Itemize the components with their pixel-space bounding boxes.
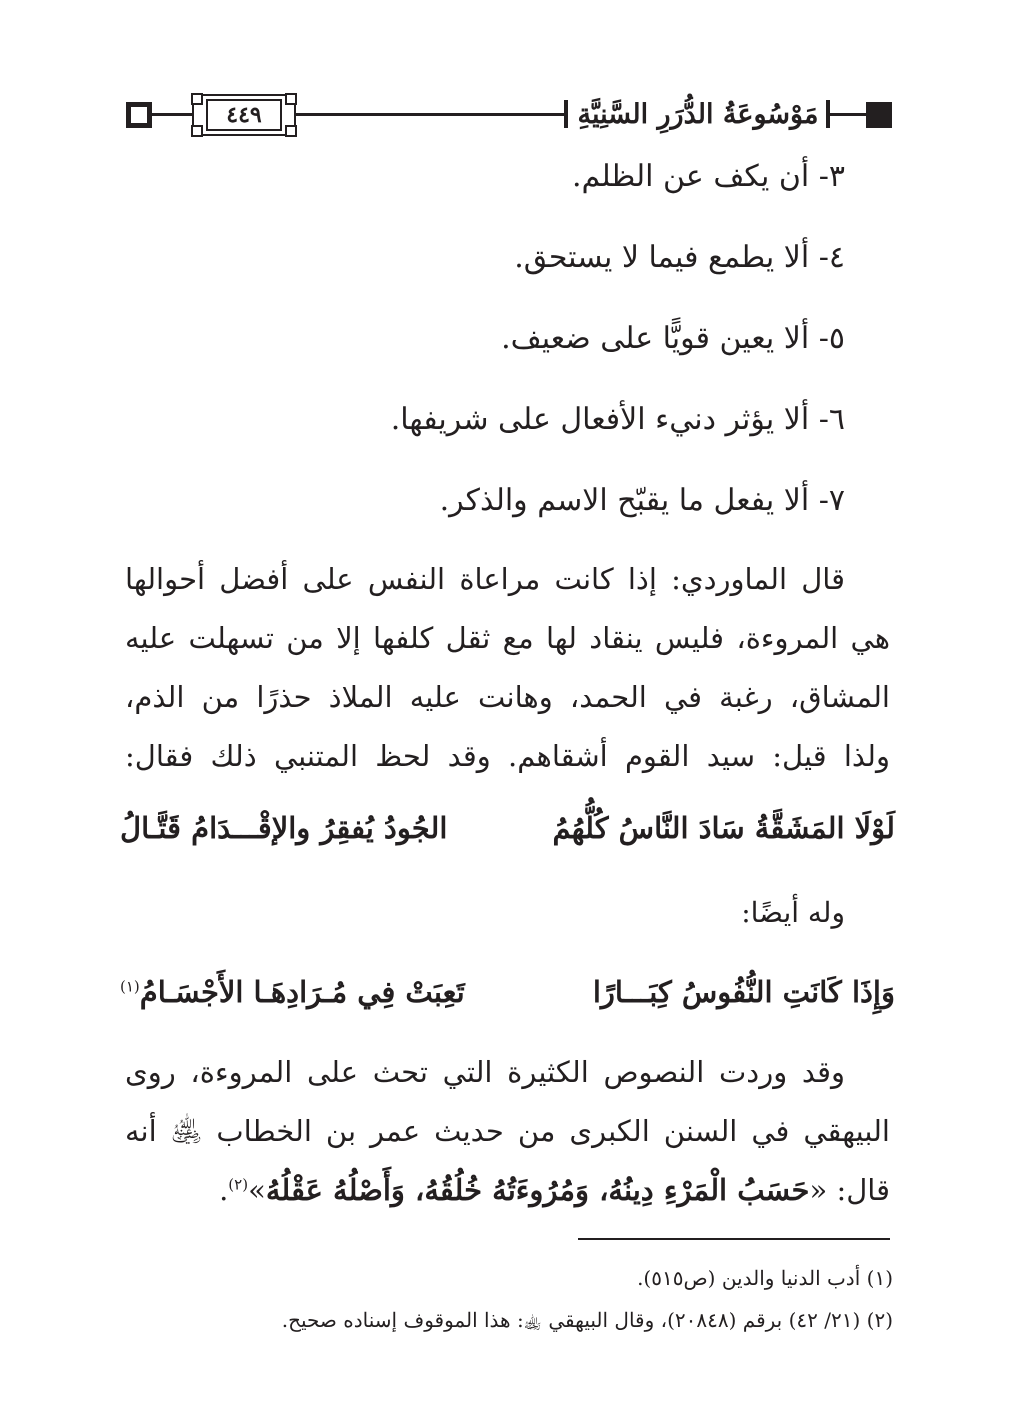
verse-intro: وله أيضًا: <box>741 896 845 929</box>
conditions-list <box>145 148 845 553</box>
list-item: ٤- ألا يطمع فيما لا يستحق. <box>514 240 845 275</box>
header-rule <box>830 113 866 116</box>
text-line: هي المروءة، فليس ينقاد لها مع ثقل كلفها إلا من تسهلت عليه <box>125 621 890 655</box>
list-item: ٥- ألا يعين قويًّا على ضعيف. <box>501 321 845 356</box>
list-item: ٧- ألا يفعل ما يقبّح الاسم والذكر. <box>439 483 845 518</box>
text-line: قال الماوردي: إذا كانت مراعاة النفس على أفضل أحوالها <box>125 562 845 596</box>
header-ornament-left-square <box>126 102 152 128</box>
text-line-last <box>125 1161 890 1220</box>
header-ornament-right-square <box>866 102 892 128</box>
verse-second-hemistich <box>120 962 465 1022</box>
header-rule <box>152 113 192 116</box>
text-line: ولذا قيل: سيد القوم أشقاهم. وقد لحظ المتنبي ذلك فقال: <box>125 739 890 773</box>
sentence-end: . <box>219 1173 229 1207</box>
paragraph-mawardi <box>125 550 890 786</box>
verse-first-hemistich: وَإِذَا كَانَتِ النُّفُوسُ كِبَـــارًا <box>592 975 895 1009</box>
list-item: ٦- ألا يؤثر دنيء الأفعال على شريفها. <box>390 402 845 437</box>
header-divider <box>564 100 568 128</box>
book-title: مَوْسُوعَةُ الدُّرَرِ السَّنِيَّةِ <box>577 98 819 130</box>
header-rule <box>296 113 564 116</box>
footnote-marker: (١) <box>120 977 140 996</box>
page-number: ٤٤٩ <box>206 99 282 131</box>
verse-first-hemistich: لَوْلَا المَشَقَّةُ سَادَ النَّاسُ كُلُّهُمُ <box>552 811 895 845</box>
text-line: البيهقي في السنن الكبرى من حديث عمر بن الخطاب ﵁ أنه <box>125 1114 890 1148</box>
text-line: المشاق، رغبة في الحمد، وهانت عليه الملاذ حذرًا من الذم، <box>125 680 890 714</box>
footnote-marker: (٢) <box>228 1175 249 1194</box>
footnote: (٢) (٢١/ ٤٢) برقم (٢٠٨٤٨)، وقال البيهقي ﵀: هذا الموقوف إسناده صحيح. <box>281 1308 893 1332</box>
list-item: ٣- أن يكف عن الظلم. <box>572 159 845 194</box>
quote-suffix: » <box>248 1173 266 1207</box>
footnote-separator <box>578 1238 890 1240</box>
page-number-frame <box>192 94 296 136</box>
paragraph-hadith <box>125 1043 890 1220</box>
page-header <box>0 88 1015 148</box>
poem-verse <box>120 798 895 858</box>
text-line: وقد وردت النصوص الكثيرة التي تحث على المروءة، روى <box>125 1055 845 1089</box>
hadith-text: حَسَبُ الْمَرْءِ دِينُهُ، وَمُرُوءَتُهُ خُلُقُهُ، وَأَصْلُهُ عَقْلُهُ <box>265 1173 810 1207</box>
quote-prefix: قال: « <box>809 1173 890 1207</box>
verse-text: تَعِبَتْ فِي مُـرَادِهَـا الأَجْسَـامُ <box>139 975 465 1009</box>
poem-verse <box>120 962 895 1022</box>
verse-second-hemistich: الجُودُ يُفقِرُ والإقْـــدَامُ قَتَّـالُ <box>120 811 448 845</box>
footnote: (١) أدب الدنيا والدين (ص٥١٥). <box>637 1266 893 1290</box>
